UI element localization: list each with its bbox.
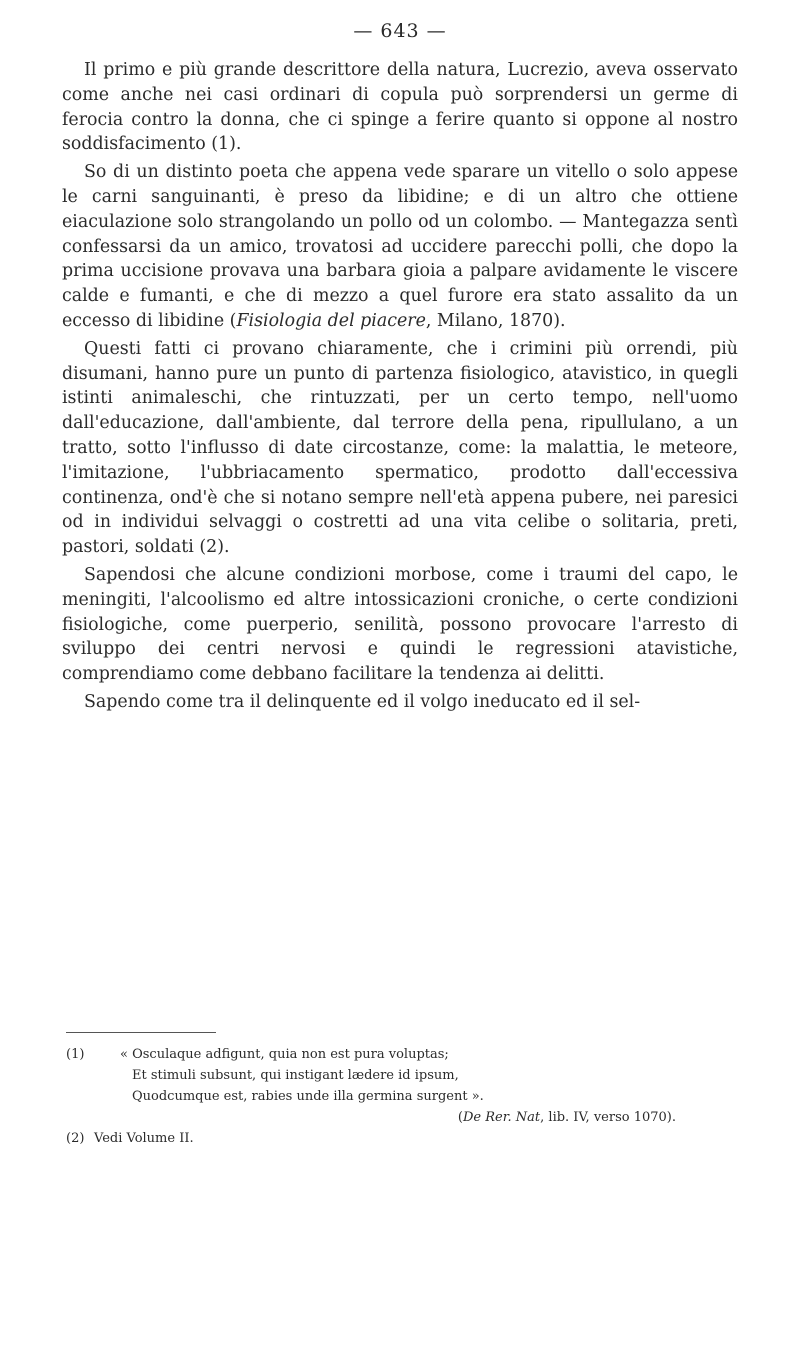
source-rest: , lib. IV, verso 1070). xyxy=(540,1110,676,1125)
footnote-1 xyxy=(66,1044,738,1128)
paragraph xyxy=(62,160,738,334)
paragraph: Sapendosi che alcune condizioni morbose, come i traumi del capo, le meningiti, l'alcoolismo ed altre intossicazioni croniche, o certe condizioni fisiologiche, come puerperio, senilità, possono provocare l'arresto di sviluppo dei centri nervosi e quindi le regressioni atavistiche, comprendiamo come debbano facilitare la tendenza ai delitti. xyxy=(62,564,738,685)
paragraph-text: , Milano, 1870). xyxy=(425,310,566,331)
paragraph: Sapendo come tra il delinquente ed il volgo ineducato ed il sel- xyxy=(84,691,641,712)
footnote-divider xyxy=(66,1032,216,1033)
footnote-2 xyxy=(66,1128,738,1149)
paragraph: Il primo e più grande descrittore della natura, Lucrezio, aveva osservato come anche nei casi ordinari di copula può sorprendersi un germe di ferocia contro la donna, che ci spinge a ferire quanto si oppone al nostro soddisfacimento (1). xyxy=(62,60,738,155)
book-title: Fisiologia del piacere xyxy=(236,310,426,331)
paragraph-text: So di un distinto poeta che appena vede sparare un vitello o solo appese le carni sanguinanti, è preso da libidine; e di un altro che ottiene eiaculazione solo strangolando un pollo od un colombo. — Mantegazza sentì confessarsi da un amico, trovatosi ad uccidere parecchi polli, che dopo la prima uccisione provava una barbara gioia a palpare avidamente le viscere calde e fumanti, e che di mezzo a quel furore era stato assalito da un eccesso di libidine ( xyxy=(62,162,738,331)
verse-line: « Osculaque adfigunt, quia non est pura voluptas; xyxy=(120,1047,449,1062)
footnote-content: Vedi Volume II. xyxy=(94,1131,194,1146)
source-open: ( xyxy=(457,1110,463,1125)
page-number: — 643 — xyxy=(353,20,447,42)
footnote-number: (2) xyxy=(66,1131,85,1146)
body-text xyxy=(62,58,738,718)
footnote-source xyxy=(120,1107,738,1128)
footnotes xyxy=(66,1044,738,1149)
footnote-content xyxy=(66,1044,738,1128)
paragraph: Questi fatti ci provano chiaramente, che i crimini più orrendi, più disumani, hanno pure un punto di partenza fisiologico, atavistico, in quegli istinti animaleschi, che rintuzzati, per un certo tempo, nell'uomo dall'educazione, dall'ambiente, dal terrore della pena, ripullulano, a un tratto, sotto l'influsso di date circostanze, come: la malattia, le meteore, l'imitazione, l'ubbriacamento spermatico, prodotto dall'eccessiva continenza, ond'è che si notano sempre nell'età appena pubere, nei paresici od in individui selvaggi o costretti ad una vita celibe o solitaria, preti, pastori, soldati (2). xyxy=(62,338,738,558)
source-title: De Rer. Nat xyxy=(463,1110,541,1125)
footnote-number: (1) xyxy=(66,1047,85,1062)
verse-line: Et stimuli subsunt, qui instigant lædere id ipsum, xyxy=(132,1068,459,1083)
verse-line: Quodcumque est, rabies unde illa germina surgent ». xyxy=(132,1089,484,1104)
